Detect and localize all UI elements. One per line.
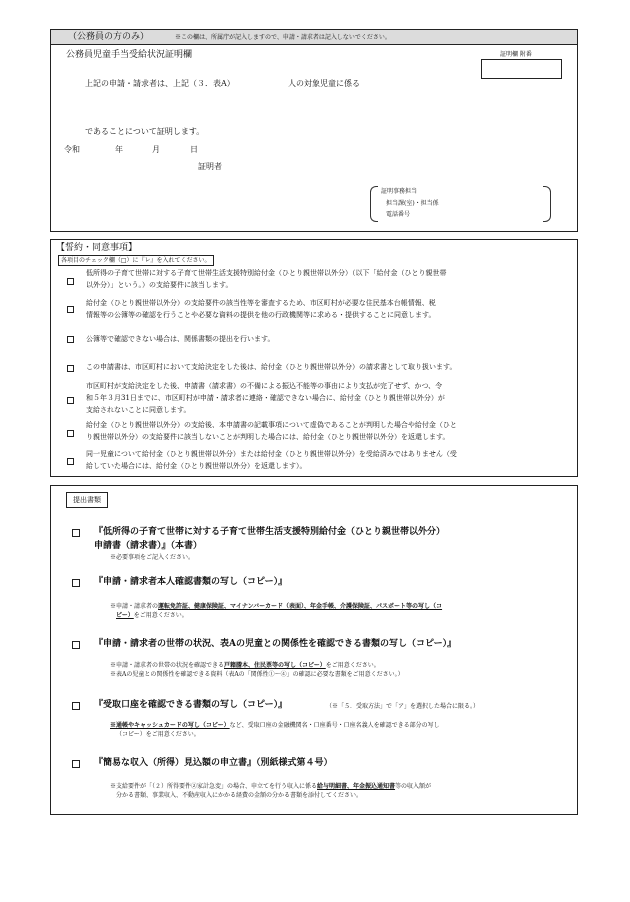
doc1-checkbox[interactable]: [72, 529, 80, 537]
pledge-checkbox-1[interactable]: [67, 278, 74, 285]
date-month: 月: [152, 145, 160, 154]
doc1-title-line2: 申請書（請求書）』（本書）: [94, 541, 203, 551]
pledge-item-7-line2: 給していた場合には、給付金（ひとり親世帯以外分）を返還します）。: [86, 462, 307, 470]
official-line1-a: 上記の申請・請求者は、上記（３．表A）: [85, 79, 235, 88]
doc5-note-line1: [110, 782, 431, 791]
doc2-note-post: をご用意ください。: [133, 612, 188, 619]
doc5-note-line2: 分かる書類、事業収入、不動産収入にかかる経費の金額の分かる書類を添付してください。: [116, 792, 363, 799]
pledge-item-1-line1: 低所得の子育て世帯に対する子育て世帯生活支援特別給付金（ひとり親世帯以外分）（以下「給付金（ひとり親世帯: [86, 269, 447, 277]
doc4-checkbox[interactable]: [72, 702, 80, 710]
pledge-item-5-line3: 支給されないことに同意します。: [86, 406, 191, 414]
doc3-note-line2: ※表Aの児童との関係性を確認できる資料（表Aの「関係性①～④」の確認に必要な書類をご用意ください。）: [110, 671, 404, 678]
pledge-title: 【誓約・同意事項】: [56, 243, 138, 253]
official-line2: であることについて証明します。: [85, 127, 205, 136]
doc2-note-line2: [116, 611, 188, 620]
pledge-item-6-line1: 給付金（ひとり親世帯以外分）の支給後、本申請書の記載事項について虚偽であることが判明した場合や給付金（ひと: [86, 421, 457, 429]
pledge-item-5-line2: 和５年３月31日までに、市区町村が申請・請求者に連絡・確認できない場合に、給付金（ひとり親世帯以外分）が: [86, 394, 445, 402]
doc2-checkbox[interactable]: [72, 579, 80, 587]
certifier-label: 証明者: [198, 162, 222, 171]
pledge-item-4-line1: この申請書は、市区町村において支給決定をした後は、給付金（ひとり親世帯以外分）の請求書として取り扱います。: [86, 363, 457, 371]
doc2-note-line1: [110, 602, 442, 611]
doc2-note-pre: ※申請・請求者の: [110, 603, 159, 610]
pledge-checkbox-3[interactable]: [67, 336, 74, 343]
pledge-item-6-line2: り親世帯以外分）の支給要件に該当しないことが判明した場合には、給付金（ひとり親世帯以外分）を返還します。: [86, 433, 450, 441]
office-phone: 電話番号: [386, 211, 411, 218]
office-bracket-right: [543, 186, 551, 222]
official-title: 公務員児童手当受給状況証明欄: [66, 50, 193, 60]
docs-label: 提出書類: [66, 492, 108, 508]
pledge-instruction: 各項目のチェック欄（□）に『レ』を入れてください。: [58, 255, 214, 266]
doc5-checkbox[interactable]: [72, 760, 80, 768]
pledge-item-7-line1: 同一児童について給付金（ひとり親世帯以外分）または給付金（ひとり親世帯以外分）を受給済みではありません（受: [86, 450, 457, 458]
doc4-note-post: など、受取口座の金融機関名・口座番号・口座名義人を確認できる部分の写し: [229, 722, 440, 729]
doc5-note-post: 等の収入額が: [395, 783, 432, 790]
doc3-note-line1: [110, 661, 380, 670]
official-header-label: （公務員の方のみ）: [68, 32, 150, 42]
doc1-title-line1: 『低所得の子育て世帯に対する子育て世帯生活支援特別給付金（ひとり親世帯以外分）: [94, 527, 446, 537]
doc4-note-line2: （コピー）をご用意ください。: [116, 731, 200, 738]
cert-no-field[interactable]: [481, 59, 562, 79]
doc5-note-pre: ※支給要件が「（２）所得要件②家計急変」の場合、申立てを行う収入に係る: [110, 783, 318, 790]
pledge-item-2-line1: 給付金（ひとり親世帯以外分）の支給要件の該当性等を審査するため、市区町村が必要な住民基本台帳情報、税: [86, 299, 436, 307]
pledge-checkbox-7[interactable]: [67, 458, 74, 465]
doc2-title: 『申請・請求者本人確認書類の写し（コピー）』: [94, 577, 288, 587]
date-year: 年: [115, 145, 123, 154]
office-bracket-left: [370, 186, 378, 222]
pledge-checkbox-4[interactable]: [67, 365, 74, 372]
pledge-checkbox-5[interactable]: [67, 397, 74, 404]
pledge-item-2-line2: 情報等の公簿等の確認を行うことや必要な資料の提供を他の行政機関等に求める・提供することに同意します。: [86, 311, 436, 319]
pledge-item-3-line1: 公簿等で確認できない場合は、関係書類の提出を行います。: [86, 335, 275, 343]
official-header-note: ※この欄は、所属庁が記入しますので、申請・請求者は記入しないでください。: [175, 34, 391, 41]
doc3-note-post: をご用意ください。: [325, 662, 380, 669]
doc3-title: 『申請・請求者の世帯の状況、表Aの児童との関係性を確認できる書類の写し（コピー）』: [94, 639, 457, 649]
doc4-side-note: （※「５．受取方法」で「ア」を選択した場合に限る。）: [326, 703, 480, 710]
doc3-checkbox[interactable]: [72, 641, 80, 649]
pledge-item-5-line1: 市区町村が支給決定をした後、申請書（請求書）の不備による振込不能等の事由により支払が完了せず、かつ、令: [86, 382, 443, 390]
doc1-note: ※必要事項をご記入ください。: [110, 554, 195, 561]
doc4-title: 『受取口座を確認できる書類の写し（コピー）』: [94, 700, 288, 710]
cert-no-label: 証明欄 附番: [500, 51, 532, 58]
pledge-item-1-line2: 以外分）」という。）の支給要件に該当します。: [86, 281, 233, 289]
office-title: 証明事務担当: [381, 188, 418, 195]
doc3-note-docs: 戸籍謄本、住民票等の写し（コピー）: [224, 662, 326, 669]
doc5-note-docs: 給与明細書、年金振込通知書: [317, 783, 396, 790]
date-day: 日: [190, 145, 198, 154]
official-line1-b: 人の対象児童に係る: [288, 79, 360, 88]
doc2-note-docs-cont: ピー）: [116, 612, 134, 619]
doc5-title: 『簡易な収入（所得）見込額の申立書』（別紙様式第４号）: [94, 758, 333, 768]
date-era: 令和: [64, 145, 80, 154]
pledge-checkbox-2[interactable]: [67, 306, 74, 313]
pledge-checkbox-6[interactable]: [67, 430, 74, 437]
doc3-note-pre: ※申請・請求者の世帯の状況を確認できる: [110, 662, 225, 669]
doc4-note-line1: [110, 721, 440, 730]
doc2-note-docs: 運転免許証、健康保険証、マイナンバーカード（表面）、年金手帳、介護保険証、パスポート等の写し（コ: [158, 603, 443, 610]
office-dept: 担当課(室)・担当係: [386, 200, 439, 207]
doc4-note-docs: ※通帳やキャッシュカードの写し（コピー）: [110, 722, 230, 729]
